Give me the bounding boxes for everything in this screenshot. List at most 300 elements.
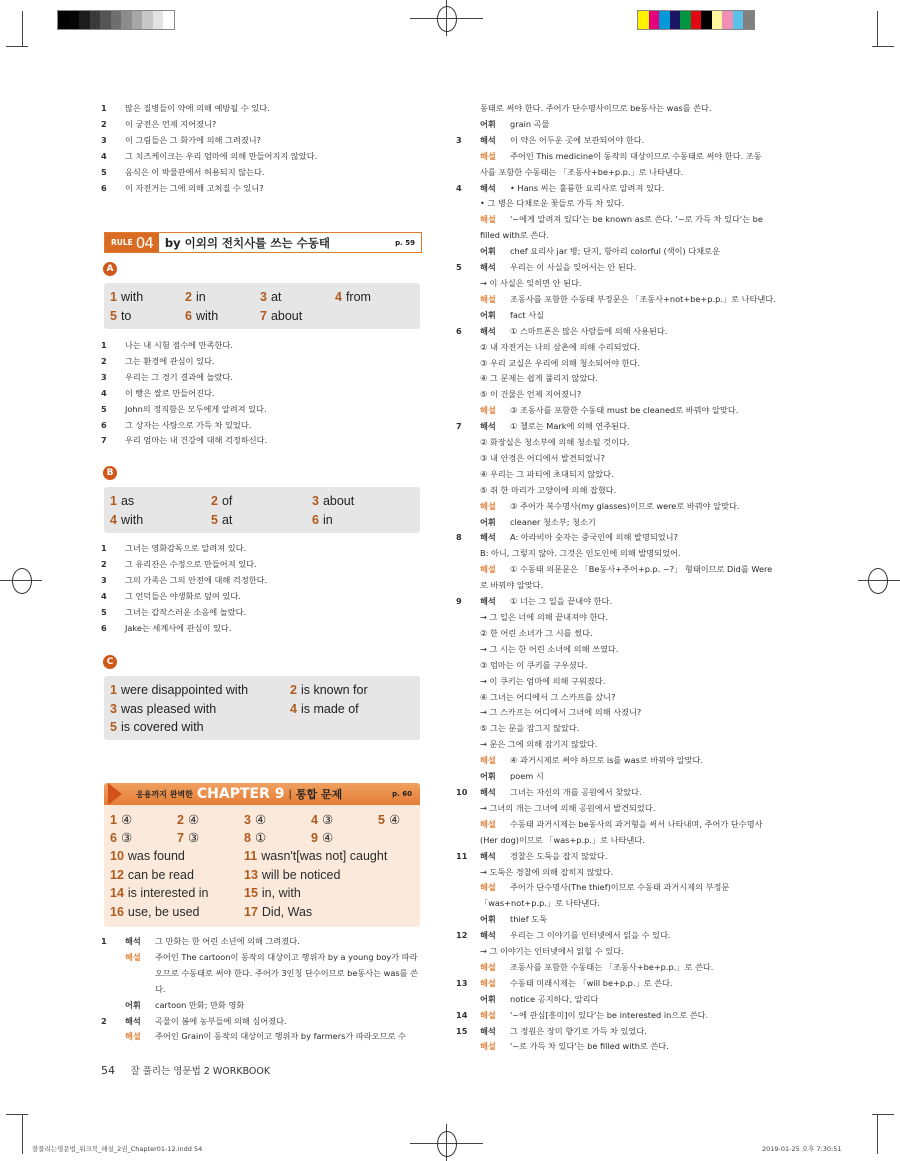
explanation-line xyxy=(456,117,786,133)
explanation-line xyxy=(456,308,786,324)
color-swatch xyxy=(100,11,111,29)
list-item xyxy=(101,101,431,117)
explanation-line xyxy=(456,705,786,721)
explanation-line xyxy=(456,530,786,546)
answer-text: to xyxy=(120,308,132,323)
rule-badge: RULE 04 xyxy=(105,233,159,252)
item-text: 우리 엄마는 내 건강에 대해 걱정하신다. xyxy=(125,435,268,446)
translation-tag: 해석 xyxy=(480,182,496,193)
list-item xyxy=(101,433,431,449)
answer-item xyxy=(312,513,413,527)
answer-row xyxy=(104,810,420,829)
chevron-right-icon xyxy=(108,783,122,805)
list-item xyxy=(101,418,431,434)
answer-item xyxy=(244,905,414,919)
line-text: A: 아라비아 숫자는 중국인에 의해 발명되었니? xyxy=(510,532,678,543)
explanation-tag: 해설 xyxy=(480,214,496,225)
answer-item xyxy=(110,309,185,323)
color-swatch xyxy=(670,11,681,29)
answer-number: 2 xyxy=(177,812,184,827)
explanation-line xyxy=(456,324,786,340)
explanation-line xyxy=(456,340,786,356)
explanation-tag: 해설 xyxy=(480,882,496,893)
answer-item xyxy=(110,905,244,919)
list-item xyxy=(101,557,431,573)
translation-tag: 해석 xyxy=(480,262,496,273)
item-number: 1 xyxy=(101,936,107,946)
answer-text: is made of xyxy=(300,701,359,716)
answer-item xyxy=(244,868,414,882)
item-number: 5 xyxy=(101,166,107,177)
answer-number: 11 xyxy=(244,849,258,864)
explanation-line xyxy=(456,737,786,753)
answer-item xyxy=(378,812,418,827)
list-item xyxy=(101,386,431,402)
explanation-line xyxy=(456,880,786,896)
spacer xyxy=(456,292,480,308)
line-text: grain 곡물 xyxy=(510,118,550,129)
explanation-line xyxy=(456,642,786,658)
answer-item xyxy=(312,494,413,508)
spacer xyxy=(101,950,125,998)
item-number: 14 xyxy=(456,1009,468,1020)
explanation-line xyxy=(456,578,786,594)
answer-item xyxy=(211,513,312,527)
answer-number: 5 xyxy=(110,308,117,323)
line-text: filled with로 쓴다. xyxy=(480,230,549,241)
line-text: 주어가 단수명사(The thief)이므로 수동태 과거시제의 부정문 xyxy=(510,882,730,893)
section-b-badge: B xyxy=(103,466,117,480)
answer-text: Did, Was xyxy=(261,904,313,919)
rule-header xyxy=(104,232,422,253)
translation-tag: 해석 xyxy=(480,596,496,607)
answer-text: ④ xyxy=(388,812,401,827)
color-swatch xyxy=(153,11,164,29)
explanation-line xyxy=(456,658,786,674)
line-text: ① 수동태 의문문은 「Be동사+주어+p.p. ~?」 형태이므로 Did를 Were xyxy=(510,564,773,575)
explanation-line xyxy=(456,674,786,690)
answer-item xyxy=(290,702,410,716)
answer-text: as xyxy=(120,494,135,509)
answer-text: were disappointed with xyxy=(120,683,249,698)
crop-mark xyxy=(872,46,894,47)
explanation-line xyxy=(456,228,786,244)
line-text: 조동사를 포함한 수동태 부정문은 「조동사+not+be+p.p.」로 나타낸다. xyxy=(510,293,776,304)
answer-number: 2 xyxy=(185,290,192,305)
spacer xyxy=(101,1029,125,1045)
answer-item xyxy=(110,290,185,304)
explanation-line xyxy=(101,950,423,998)
chapter-banner: 응용까지 완벽한 CHAPTER 9 | 통합 문제 p. 60 xyxy=(104,783,420,805)
color-swatch xyxy=(659,11,670,29)
explanation-line xyxy=(456,515,786,531)
item-number: 8 xyxy=(456,532,462,543)
spacer xyxy=(456,880,480,896)
answer-text: in xyxy=(322,512,333,527)
explanation-line xyxy=(456,451,786,467)
explanation-line xyxy=(456,101,786,117)
list-item xyxy=(101,117,431,133)
line-text: → 그 일은 너에 의해 끝내져야 한다. xyxy=(480,612,608,622)
line-text: → 그녀의 개는 그녀에 의해 공원에서 발견되었다. xyxy=(480,802,656,813)
explanation-line xyxy=(456,721,786,737)
line-text: 그녀는 자신의 개를 공원에서 찾았다. xyxy=(510,786,642,797)
answer-item xyxy=(110,849,244,863)
spacer xyxy=(101,998,125,1014)
translation-tag: 어휘 xyxy=(480,771,496,782)
spacer xyxy=(456,212,480,228)
item-number: 4 xyxy=(456,182,462,193)
color-swatch xyxy=(701,11,712,29)
line-text: (Her dog)이므로 「was+p.p.」로 나타낸다. xyxy=(480,834,645,845)
line-text: ③ 주어가 복수명사(my glasses)이므로 were로 바꿔야 알맞다. xyxy=(510,500,740,511)
list-item xyxy=(101,589,431,605)
line-text: ② 화장실은 청소부에 의해 청소될 것이다. xyxy=(480,437,630,448)
color-swatch xyxy=(79,11,90,29)
explanation-line xyxy=(456,896,786,912)
color-swatch xyxy=(712,11,723,29)
answer-row xyxy=(110,718,420,737)
line-text: notice 공지하다, 알리다 xyxy=(510,993,599,1004)
item-number: 6 xyxy=(101,182,107,193)
explanation-tag: 해설 xyxy=(480,818,496,829)
translation-tag: 해석 xyxy=(480,930,496,941)
answer-number: 1 xyxy=(110,494,117,509)
explanation-line xyxy=(456,403,786,419)
answer-number: 2 xyxy=(290,683,297,698)
line-text: ⑤ 이 건물은 언제 지어졌니? xyxy=(480,389,582,400)
crop-mark xyxy=(22,1114,23,1154)
color-swatch xyxy=(90,11,101,29)
section-c-answer-box xyxy=(104,676,420,740)
explanation-line xyxy=(101,1014,423,1030)
list-item xyxy=(101,133,431,149)
color-swatch xyxy=(649,11,660,29)
line-text: → 이 사실은 잊히면 안 된다. xyxy=(480,277,582,288)
explanation-tag: 해설 xyxy=(480,961,496,972)
answer-item xyxy=(311,812,378,827)
translation-tag: 해석 xyxy=(480,1025,496,1036)
chapter-answer-box xyxy=(104,805,420,927)
line-text: → 그 스카프는 어디에서 그녀에 의해 사졌니? xyxy=(480,707,642,718)
line-text: 주어인 This medicine이 동작의 대상이므로 수동태로 써야 한다. 조동 xyxy=(510,150,762,161)
explanation-line xyxy=(456,928,786,944)
item-text: 그의 가족은 그의 안전에 대해 걱정한다. xyxy=(125,574,268,585)
explanation-line xyxy=(456,785,786,801)
item-number: 4 xyxy=(101,590,107,601)
explanation-line xyxy=(456,960,786,976)
color-swatch xyxy=(743,11,754,29)
line-text: ③ 내 안경은 어디에서 발견되었니? xyxy=(480,452,605,463)
crop-mark xyxy=(877,1114,878,1154)
line-text: 경찰은 도둑을 잡지 않았다. xyxy=(510,850,608,861)
cmyk-color-bar xyxy=(637,10,755,30)
answer-text: at xyxy=(221,512,233,527)
answer-number: 5 xyxy=(211,512,218,527)
explanation-line xyxy=(456,499,786,515)
explanation-line xyxy=(456,944,786,960)
explanation-line xyxy=(456,467,786,483)
answer-row xyxy=(104,903,420,922)
line-text: ② 한 어린 소녀가 그 시를 썼다. xyxy=(480,627,593,638)
line-text: 「was+not+p.p.」로 나타낸다. xyxy=(480,898,600,909)
list-item xyxy=(101,181,431,197)
color-swatch xyxy=(121,11,132,29)
answer-row xyxy=(104,847,420,866)
answer-number: 6 xyxy=(110,831,117,846)
item-number: 4 xyxy=(101,150,107,161)
explanation-line xyxy=(456,626,786,642)
color-swatch xyxy=(680,11,691,29)
line-text: ④ 그녀는 어디에서 그 스카프를 샀니? xyxy=(480,691,616,702)
section-a-answer-box xyxy=(104,283,420,329)
answer-item xyxy=(110,702,290,716)
answer-text: about xyxy=(322,494,355,509)
translation-tag: 해석 xyxy=(480,850,496,861)
answer-number: 1 xyxy=(110,290,117,305)
line-text: 로 바꿔야 알맞다. xyxy=(480,580,544,591)
color-swatch xyxy=(142,11,153,29)
item-number: 1 xyxy=(101,543,107,553)
line-text: ④ 우리는 그 파티에 초대되지 않았다. xyxy=(480,468,614,479)
line-text: ① 너는 그 일을 끝내야 한다. xyxy=(510,596,613,607)
list-item xyxy=(101,605,431,621)
answer-text: will be noticed xyxy=(261,867,341,882)
explanation-tag: 해설 xyxy=(480,500,496,511)
explanation-line xyxy=(456,690,786,706)
answer-text: with xyxy=(120,512,144,527)
translation-tag: 해석 xyxy=(480,325,496,336)
answer-row xyxy=(110,307,420,326)
item-text: 그 상자는 사탕으로 가득 차 있었다. xyxy=(125,419,252,430)
explanation-line xyxy=(456,133,786,149)
line-text: → 그 이야기는 인터넷에서 읽힐 수 있다. xyxy=(480,946,624,957)
answer-item xyxy=(110,886,244,900)
explanation-line xyxy=(456,833,786,849)
list-item xyxy=(101,338,431,354)
item-number: 4 xyxy=(101,387,107,398)
answer-item xyxy=(260,309,335,323)
item-text: 이 자전거는 그에 의해 고쳐질 수 있니? xyxy=(125,182,264,193)
explanation-line xyxy=(456,1024,786,1040)
line-text: • Hans 씨는 훌륭한 요리사로 알려져 있다. xyxy=(510,182,665,193)
answer-item xyxy=(110,720,290,734)
answer-item xyxy=(185,290,260,304)
color-swatch xyxy=(722,11,733,29)
answer-number: 3 xyxy=(110,701,117,716)
answer-row xyxy=(110,700,420,719)
answer-text: ④ xyxy=(187,812,200,827)
explanation-tag: 해설 xyxy=(480,977,496,988)
explanation-tag: 해설 xyxy=(480,150,496,161)
line-text: → 도둑은 경찰에 의해 잡히지 않았다. xyxy=(480,866,614,877)
answer-number: 10 xyxy=(110,849,124,864)
line-text: B: 아니, 그렇지 않아. 그것은 인도인에 의해 발명되었어. xyxy=(480,548,681,559)
item-number: 2 xyxy=(101,1015,107,1026)
crop-mark xyxy=(6,46,28,47)
color-swatch xyxy=(691,11,702,29)
item-text: 많은 질병들이 약에 의해 예방될 수 있다. xyxy=(125,103,270,113)
right-explanations xyxy=(456,101,786,1055)
translation-tag: 어휘 xyxy=(480,993,496,1004)
answer-item xyxy=(110,812,177,827)
answer-item xyxy=(244,830,311,845)
answer-text: with xyxy=(120,290,144,305)
spacer xyxy=(456,753,480,769)
answer-text: ① xyxy=(254,831,267,846)
item-number: 6 xyxy=(456,325,462,336)
explanation-line xyxy=(456,769,786,785)
section-a-badge: A xyxy=(103,262,117,276)
answer-text: at xyxy=(270,290,282,305)
answer-item xyxy=(211,494,312,508)
item-text: Jake는 세계사에 관심이 있다. xyxy=(125,622,232,633)
answer-row xyxy=(104,829,420,848)
line-text: '~로 가득 차 있다'는 be filled with로 쓴다. xyxy=(510,1041,669,1052)
explanation-tag: 해설 xyxy=(480,564,496,575)
item-number: 10 xyxy=(456,786,468,797)
spacer xyxy=(456,499,480,515)
explanation-line xyxy=(456,435,786,451)
explanation-tag: 해설 xyxy=(480,1009,496,1020)
item-number: 12 xyxy=(456,930,468,941)
explanation-line xyxy=(456,1039,786,1055)
answer-number: 14 xyxy=(110,886,124,901)
crop-mark xyxy=(6,1114,28,1115)
item-text: 그 치즈케이크는 우리 엄마에 의해 만들어지지 않았다. xyxy=(125,150,318,161)
explanation-line xyxy=(456,610,786,626)
translation-tag: 어휘 xyxy=(125,999,141,1010)
line-text: 수동태 미래시제는 「will be+p.p.」로 쓴다. xyxy=(510,977,673,988)
translation-tag: 해석 xyxy=(480,134,496,145)
translation-tag: 어휘 xyxy=(480,914,496,925)
line-text: ① 첼로는 Mark에 의해 연주된다. xyxy=(510,421,630,432)
item-number: 13 xyxy=(456,977,468,988)
section-b-list xyxy=(101,541,431,636)
explanation-line xyxy=(456,260,786,276)
answer-text: ④ xyxy=(321,831,334,846)
explanation-line xyxy=(456,387,786,403)
crop-mark xyxy=(872,1114,894,1115)
crop-mark xyxy=(877,11,878,47)
item-number: 11 xyxy=(456,850,468,861)
answer-item xyxy=(260,290,335,304)
item-text: 이 그림들은 그 화가에 의해 그려졌니? xyxy=(125,134,261,145)
line-text: cleaner 청소부; 청소기 xyxy=(510,516,596,527)
explanation-line xyxy=(456,244,786,260)
explanation-tag: 해설 xyxy=(480,1041,496,1052)
list-item xyxy=(101,370,431,386)
item-text: 그는 환경에 관심이 있다. xyxy=(125,355,215,366)
explanation-line xyxy=(456,912,786,928)
answer-row xyxy=(110,492,420,511)
explanation-tag: 해설 xyxy=(125,1031,141,1042)
explanation-line xyxy=(456,976,786,992)
item-number: 5 xyxy=(101,403,107,414)
answer-row xyxy=(104,884,420,903)
answer-number: 1 xyxy=(110,683,117,698)
item-number: 1 xyxy=(101,340,107,350)
item-number: 2 xyxy=(101,118,107,129)
item-text: 그녀는 갑작스러운 소음에 놀랐다. xyxy=(125,606,247,617)
answer-number: 6 xyxy=(312,512,319,527)
item-number: 15 xyxy=(456,1025,468,1036)
answer-text: about xyxy=(270,308,303,323)
item-number: 6 xyxy=(101,622,107,633)
explanation-line xyxy=(456,753,786,769)
answer-item xyxy=(311,830,378,845)
book-title: 잘 풀리는 영문법 2 WORKBOOK xyxy=(130,1066,271,1077)
answer-number: 5 xyxy=(378,812,385,827)
line-text: cartoon 만화; 만화 영화 xyxy=(155,999,245,1010)
translation-tag: 어휘 xyxy=(480,516,496,527)
answer-item xyxy=(244,812,311,827)
item-text: 나는 내 시험 점수에 만족한다. xyxy=(125,340,233,350)
answer-number: 3 xyxy=(312,494,319,509)
answer-row xyxy=(110,511,420,530)
line-text: ③ 엄마는 이 쿠키를 구우셨다. xyxy=(480,659,588,670)
answer-number: 17 xyxy=(244,904,258,919)
answer-text: ③ xyxy=(187,831,200,846)
answer-number: 4 xyxy=(110,512,117,527)
answer-text: was found xyxy=(127,849,185,864)
explanation-line xyxy=(456,992,786,1008)
item-text: 이 궁전은 언제 지어졌니? xyxy=(125,118,217,129)
explanation-tag: 해설 xyxy=(480,405,496,416)
answer-text: was pleased with xyxy=(120,701,217,716)
answer-number: 6 xyxy=(185,308,192,323)
answer-text: is known for xyxy=(300,683,368,698)
answer-text: with xyxy=(195,308,219,323)
line-text: 우리는 그 이야기를 인터넷에서 읽을 수 있다. xyxy=(510,930,671,941)
answer-item xyxy=(110,683,290,697)
answer-text: in, with xyxy=(261,886,301,901)
line-text: '~에 관심[흥미]이 있다'는 be interested in으로 쓴다. xyxy=(510,1009,709,1020)
timestamp-slug: 2019-01-25 오후 7:30:51 xyxy=(762,1145,842,1153)
item-number: 3 xyxy=(456,134,462,145)
translation-tag: 해석 xyxy=(480,421,496,432)
explanation-line xyxy=(456,149,786,165)
answer-number: 8 xyxy=(244,831,251,846)
line-text: ⑤ 쥐 한 마리가 고양이에 의해 잡혔다. xyxy=(480,484,617,495)
line-text: ③ 조동사를 포함한 수동태 must be cleaned로 바꿔야 알맞다. xyxy=(510,405,739,416)
answer-text: ③ xyxy=(120,831,133,846)
item-number: 1 xyxy=(101,103,107,113)
page-number: 54 xyxy=(101,1064,115,1077)
answer-item xyxy=(110,494,211,508)
answer-item xyxy=(244,849,414,863)
registration-target-icon xyxy=(437,6,457,32)
spacer xyxy=(456,960,480,976)
explanation-line xyxy=(101,934,423,950)
rule-title: by 이외의 전치사를 쓰는 수동태 xyxy=(164,235,330,250)
explanation-line xyxy=(456,483,786,499)
answer-number: 4 xyxy=(335,290,342,305)
answer-number: 3 xyxy=(260,290,267,305)
answer-item xyxy=(244,886,414,900)
line-text: ② 내 자전거는 나의 삼촌에 의해 수리되었다. xyxy=(480,341,641,352)
explanation-line xyxy=(456,212,786,228)
explanation-line xyxy=(456,594,786,610)
answer-number: 4 xyxy=(311,812,318,827)
answer-row xyxy=(110,681,420,700)
translation-tag: 어휘 xyxy=(480,309,496,320)
line-text: fact 사실 xyxy=(510,309,545,320)
section-a-list xyxy=(101,338,431,449)
explanation-line xyxy=(456,371,786,387)
answer-item xyxy=(110,513,211,527)
line-text: ① 스마트폰은 많은 사람들에 의해 사용된다. xyxy=(510,325,668,336)
